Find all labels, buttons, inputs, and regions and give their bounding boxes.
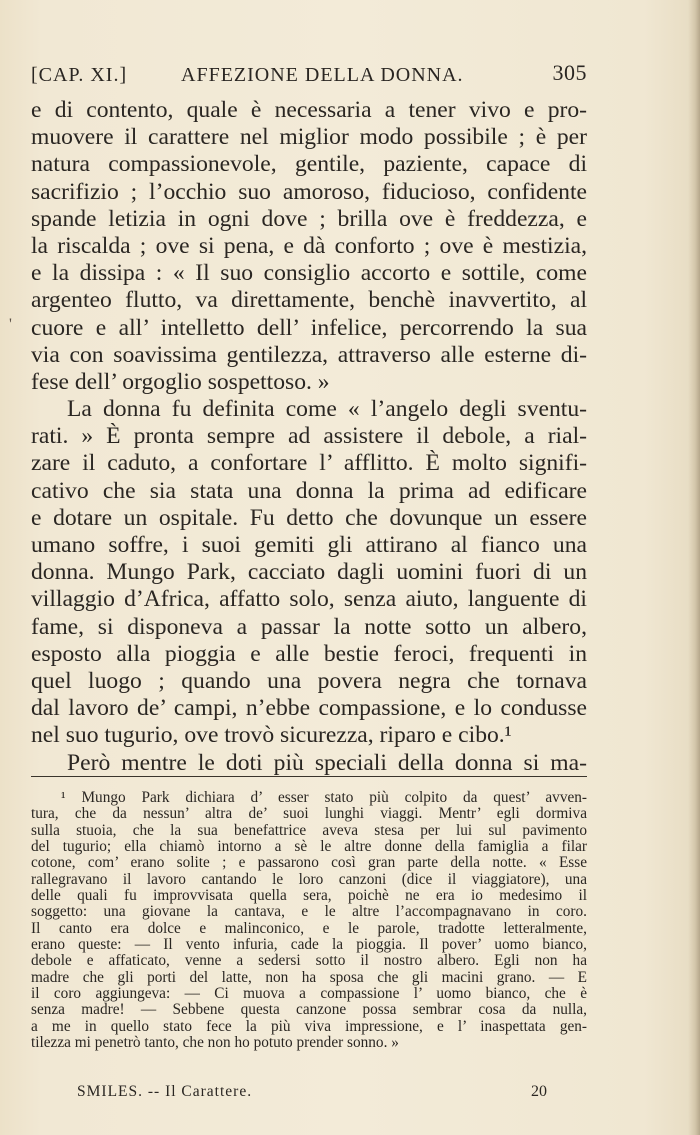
body-line: sacrifizio ; l’occhio suo amoroso, fiducioso, confidente [31, 178, 587, 205]
body-line: La donna fu definita come « l’angelo degli sventu- [67, 396, 587, 423]
body-line: esposto alla pioggia e alle bestie feroci, frequenti in [31, 640, 587, 667]
footnote-line: a me in quello stato fece la più viva impressione, e l’ inaspettata gen- [31, 1017, 587, 1035]
running-head [31, 58, 587, 92]
body-line: natura compassionevole, gentile, paziente, capace di [31, 151, 587, 178]
signature-number: 20 [531, 1083, 547, 1100]
footnote-line: del tugurio; ella chiamò intorno a sè le altre donne della famiglia a filar [31, 838, 587, 856]
footnote-line: madre che gli porti del latte, non ha sposa che gli macini grano. — E [31, 968, 587, 986]
footnote-line: ¹ Mungo Park dichiara d’ esser stato più colpito da quest’ avven- [61, 789, 587, 806]
body-line: via con soavissima gentilezza, attraverso alle esterne di- [31, 341, 587, 368]
footnote-line: delle quali fu improvvisata quella sera, poichè ne era io medesimo il [31, 887, 587, 905]
signature-line [77, 1083, 547, 1105]
body-line: nel suo tugurio, ove trovò sicurezza, riparo e cibo.¹ [31, 722, 512, 749]
footnote-rule [31, 776, 587, 777]
body-line: e di contento, quale è necessaria a tener vivo e pro- [31, 97, 587, 123]
body-line: zare il caduto, a confortare l’ afflitto. È molto signifi- [31, 450, 587, 477]
body-line: e la dissipa : « Il suo consiglio accorto e sottile, come [31, 260, 587, 287]
body-line: spande letizia in ogni dove ; brilla ove è freddezza, e [31, 205, 587, 232]
body-line: donna. Mungo Park, cacciato dagli uomini fuori di un [31, 559, 587, 586]
footnote-line: rallegravano il lavoro cantando le loro canzoni (dice il viaggiatore), una [31, 870, 587, 888]
body-line: cativo che sia stata una donna la prima ad edificare [31, 477, 587, 504]
body-line: quel luogo ; quando una povera negra che tornava [31, 667, 587, 694]
page-edge-shadow [688, 0, 700, 1135]
body-line: Però mentre le doti più speciali della donna si ma- [67, 749, 587, 776]
body-line: la riscalda ; ove si pena, e dà conforto ; ove è mestizia, [31, 232, 587, 259]
footnote-line: tilezza mi penetrò tanto, che non ho potuto prender sonno. » [31, 1034, 399, 1052]
body-line: rati. » È pronta sempre ad assistere il debole, a rial- [31, 423, 587, 450]
footnote-line: soggetto: una giovane la cantava, e le altre l’accompagnavano in coro. [31, 903, 587, 921]
footnote-line: tura, che da nessun’ altra de’ suoi lunghi viaggi. Mentr’ egli dormiva [31, 805, 587, 823]
body-line: dal lavoro de’ campi, n’ebbe compassione, e lo condusse [31, 695, 587, 722]
body-line: villaggio d’Africa, affatto solo, senza aiuto, languente di [31, 586, 587, 613]
body-line: argenteo flutto, va direttamente, benchè inavvertito, al [31, 287, 587, 314]
footnote-line: debole e affaticato, venne a sedersi sotto il nostro albero. Egli non ha [31, 952, 587, 970]
running-title: AFFEZIONE DELLA DONNA. [181, 64, 464, 86]
footnote-line: senza madre! — Sebbene questa canzone possa sembrar cosa da nulla, [31, 1001, 587, 1019]
body-text [31, 97, 587, 777]
body-line: cuore e all’ intelletto dell’ infelice, percorrendo la sua [31, 314, 587, 341]
body-line: e dotare un ospitale. Fu detto che dovunque un essere [31, 504, 587, 531]
footnote-line: cotone, com’ erano solite ; e passarono così gran parte della notte. « Esse [31, 854, 587, 872]
chapter-label: [CAP. XI.] [31, 64, 128, 86]
footnote-line: erano queste: — Il vento infuria, cade la pioggia. Il pover’ uomo bianco, [31, 936, 587, 954]
footnote-line: sulla stuoia, che la sua benefattrice aveva stesa per lui sul pavimento [31, 821, 587, 839]
margin-mark: ' [9, 316, 12, 333]
footnote-line: Il canto era dolce e malinconico, e le parole, tradotte letteralmente, [31, 919, 587, 937]
footnote-line: il coro aggiungeva: — Ci muova a compassione l’ uomo bianco, che è [31, 985, 587, 1003]
body-line: fame, si disponeva a passar la notte sotto un albero, [31, 613, 587, 640]
body-line: fese dell’ orgoglio sospettoso. » [31, 368, 330, 395]
body-line: muovere il carattere nel miglior modo possibile ; è per [31, 124, 587, 151]
footnotes [31, 790, 587, 1052]
body-line: umano soffre, i suoi gemiti gli attirano al fianco una [31, 532, 587, 558]
page-number: 305 [552, 60, 587, 85]
signature-mark: SMILES. -- Il Carattere. [77, 1083, 253, 1100]
